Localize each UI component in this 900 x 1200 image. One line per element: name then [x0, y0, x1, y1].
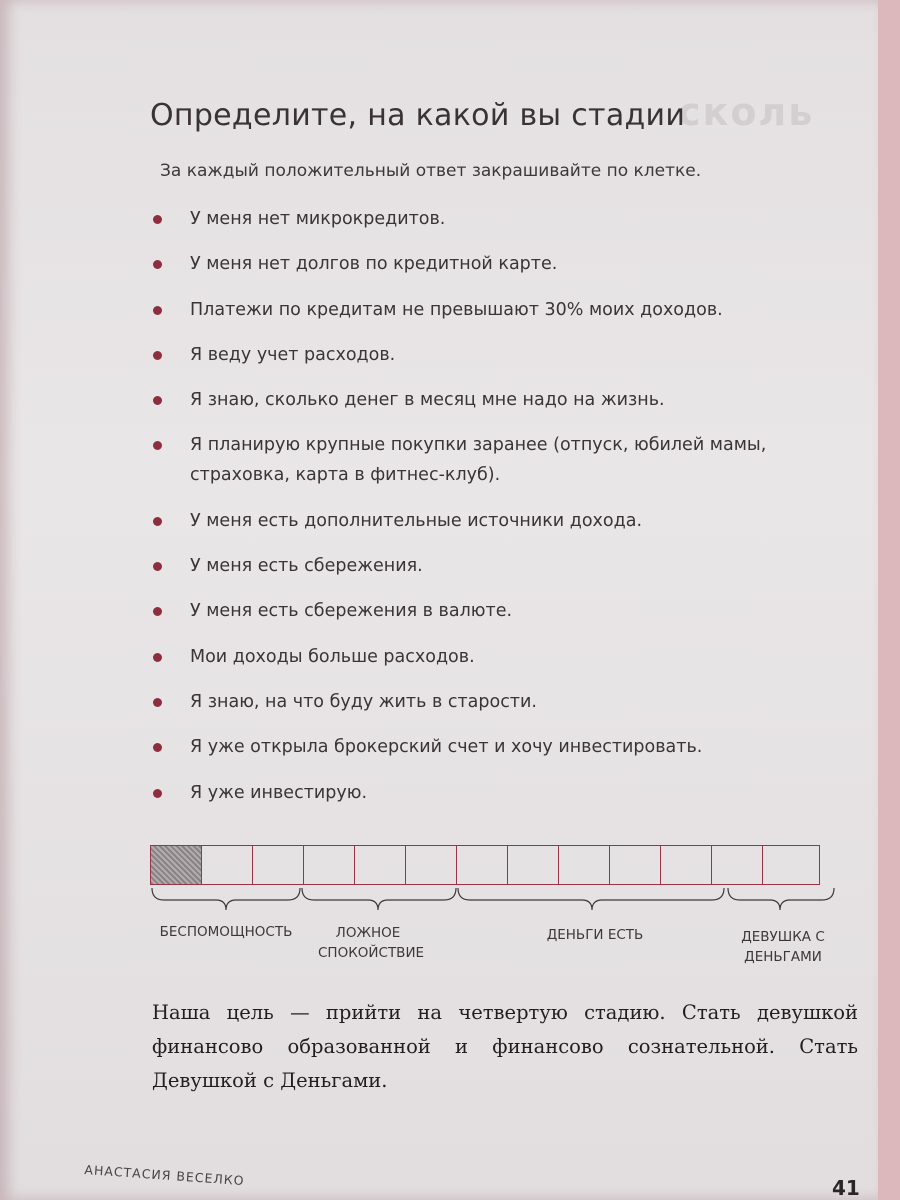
checklist-item-text: Мои доходы больше расходов. [190, 646, 475, 667]
stage-brace-3 [458, 888, 724, 910]
intro-text: За каждый положительный ответ закрашивайте по клетке. [160, 161, 702, 181]
bullet-icon [153, 441, 162, 450]
checklist-item [150, 295, 890, 325]
goal-paragraph: Наша цель — прийти на четвертую стадию. Стать девушкой финансово образованной и финансово сознательной. Стать Девушкой с Деньгами. [152, 1001, 858, 1092]
page-title: Определите, на какой вы стадии [150, 98, 686, 133]
bullet-icon [153, 351, 162, 360]
checklist-item [150, 204, 890, 234]
bullet-icon [153, 607, 162, 616]
scale-cell [457, 846, 508, 884]
stage-brace-4 [728, 888, 834, 910]
checklist-item-text: У меня есть дополнительные источники дохода. [190, 510, 643, 531]
checklist-item [150, 249, 890, 279]
scale-cell [559, 846, 610, 884]
scale-cell [406, 846, 457, 884]
checklist-item-text: У меня есть сбережения в валюте. [190, 601, 513, 622]
checklist-item-text: Я веду учет расходов. [190, 344, 396, 365]
checklist-item [150, 340, 890, 370]
stage-brace-1 [152, 888, 300, 910]
checklist-item [150, 732, 890, 762]
bleed-through-text: сколь [678, 90, 815, 134]
bullet-icon [153, 698, 162, 707]
scale-cell [508, 846, 559, 884]
stage-label-money-exists: ДЕНЬГИ ЕСТЬ [546, 927, 644, 943]
scale-cell [661, 846, 712, 884]
bullet-icon [153, 743, 162, 752]
scale-cell-filled [151, 846, 202, 884]
stage-brace-2 [302, 888, 456, 910]
stage-label-false-calm: ЛОЖНОЕ СПОКОЙСТВИЕ [318, 925, 425, 961]
checklist-item-text: У меня нет долгов по кредитной карте. [190, 254, 558, 275]
stage-braces [150, 886, 840, 916]
progress-scale [150, 845, 820, 885]
checklist-item-text: Я уже открыла брокерский счет и хочу инвестировать. [190, 737, 703, 758]
scale-cell [355, 846, 406, 884]
checklist-item-text: Я знаю, сколько денег в месяц мне надо на жизнь. [190, 390, 665, 411]
checklist-item [150, 506, 890, 536]
bullet-icon [153, 789, 162, 798]
bullet-icon [153, 215, 162, 224]
author-name: АНАСТАСИЯ ВЕСЕЛКО [83, 1162, 245, 1189]
stage-label-girl-with-money: ДЕВУШКА С ДЕНЬГАМИ [741, 929, 825, 965]
checklist-item-text: Я планирую крупные покупки заранее (отпуск, юбилей мамы, страховка, карта в фитнес-клуб). [190, 435, 767, 486]
checklist-item [150, 430, 850, 490]
checklist-item-text: У меня есть сбережения. [190, 556, 423, 577]
checklist-item-text: Платежи по кредитам не превышают 30% моих доходов. [190, 299, 723, 320]
scale-cell [763, 846, 819, 884]
bullet-icon [153, 562, 162, 571]
bullet-icon [153, 306, 162, 315]
checklist-item [150, 642, 890, 672]
scale-cell [253, 846, 304, 884]
checklist [150, 204, 890, 823]
page-number: 41 [832, 1176, 860, 1200]
checklist-item [150, 551, 890, 581]
bullet-icon [153, 517, 162, 526]
stage-label-helplessness: БЕСПОМОЩНОСТЬ [159, 924, 293, 940]
scale-cell [304, 846, 355, 884]
scale-cell [712, 846, 763, 884]
scale-cell [202, 846, 253, 884]
checklist-item [150, 778, 890, 808]
bullet-icon [153, 260, 162, 269]
checklist-item [150, 385, 890, 415]
checklist-item [150, 596, 890, 626]
scale-cell [610, 846, 661, 884]
checklist-item-text: Я знаю, на что буду жить в старости. [190, 691, 537, 712]
checklist-item-text: У меня нет микрокредитов. [190, 209, 446, 229]
bullet-icon [153, 396, 162, 405]
checklist-item-text: Я уже инвестирую. [190, 782, 368, 803]
bullet-icon [153, 653, 162, 662]
checklist-item [150, 687, 890, 717]
